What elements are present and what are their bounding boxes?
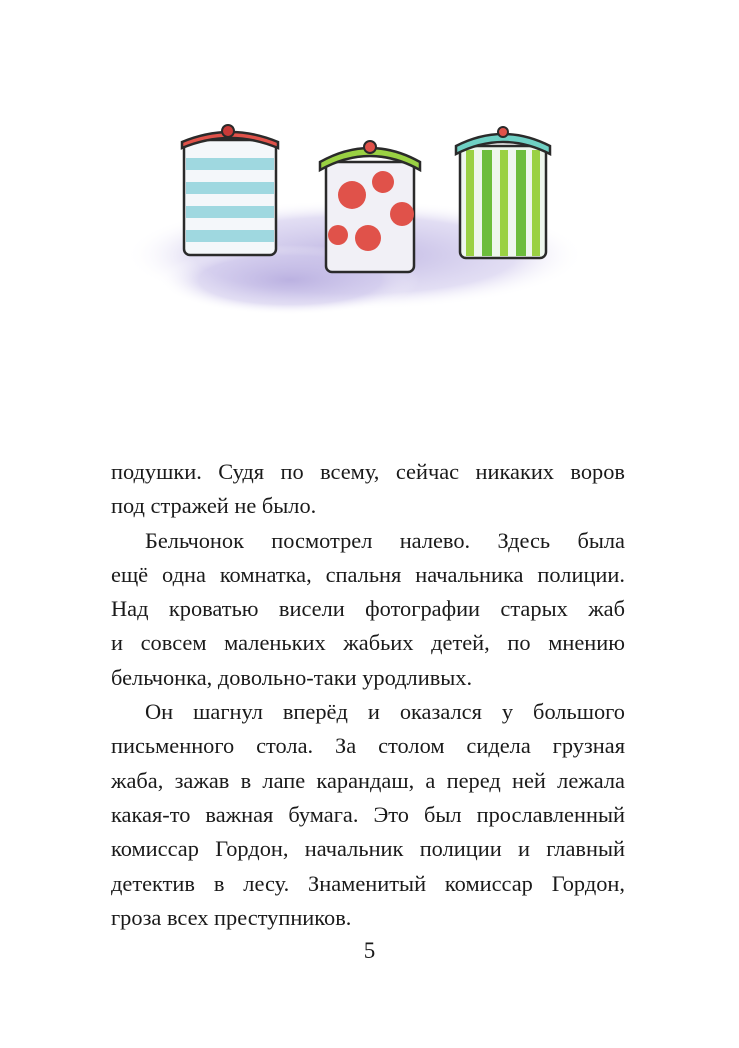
jars-illustration xyxy=(120,110,590,350)
jar-red-dots xyxy=(320,141,420,272)
text-line: подушки. Судя по всему, сейчас никаких воров xyxy=(111,459,625,484)
jar-green-stripes xyxy=(456,127,550,258)
text-line: ещё одна комнатка, спальня начальника полиции. xyxy=(111,561,625,587)
page-number: 5 xyxy=(363,938,376,963)
text-line: письменного стола. За столом сидела грузная xyxy=(111,733,625,759)
text-line: Над кроватью висели фотографии старых жаб xyxy=(111,596,625,622)
text-line: гроза всех преступников. xyxy=(111,904,352,930)
text-line: детектив в лесу. Знаменитый комиссар Гордон, xyxy=(111,870,625,896)
jar-blue-stripes xyxy=(182,125,278,255)
text-line: какая-то важная бумага. Это был прославленный xyxy=(111,801,625,827)
text-line: и совсем маленьких жабьих детей, по мнению xyxy=(111,630,625,656)
text-line: комиссар Гордон, начальник полиции и главный xyxy=(111,836,625,862)
text-line: бельчонка, довольно-таки уродливых. xyxy=(111,664,473,690)
text-line: Он шагнул вперёд и оказался у большого xyxy=(145,699,625,725)
story-text xyxy=(111,455,625,935)
text-line: жаба, зажав в лапе карандаш, а перед ней лежала xyxy=(111,767,625,793)
text-line: Бельчонок посмотрел налево. Здесь была xyxy=(145,527,625,553)
text-line: под стражей не было. xyxy=(111,493,317,519)
